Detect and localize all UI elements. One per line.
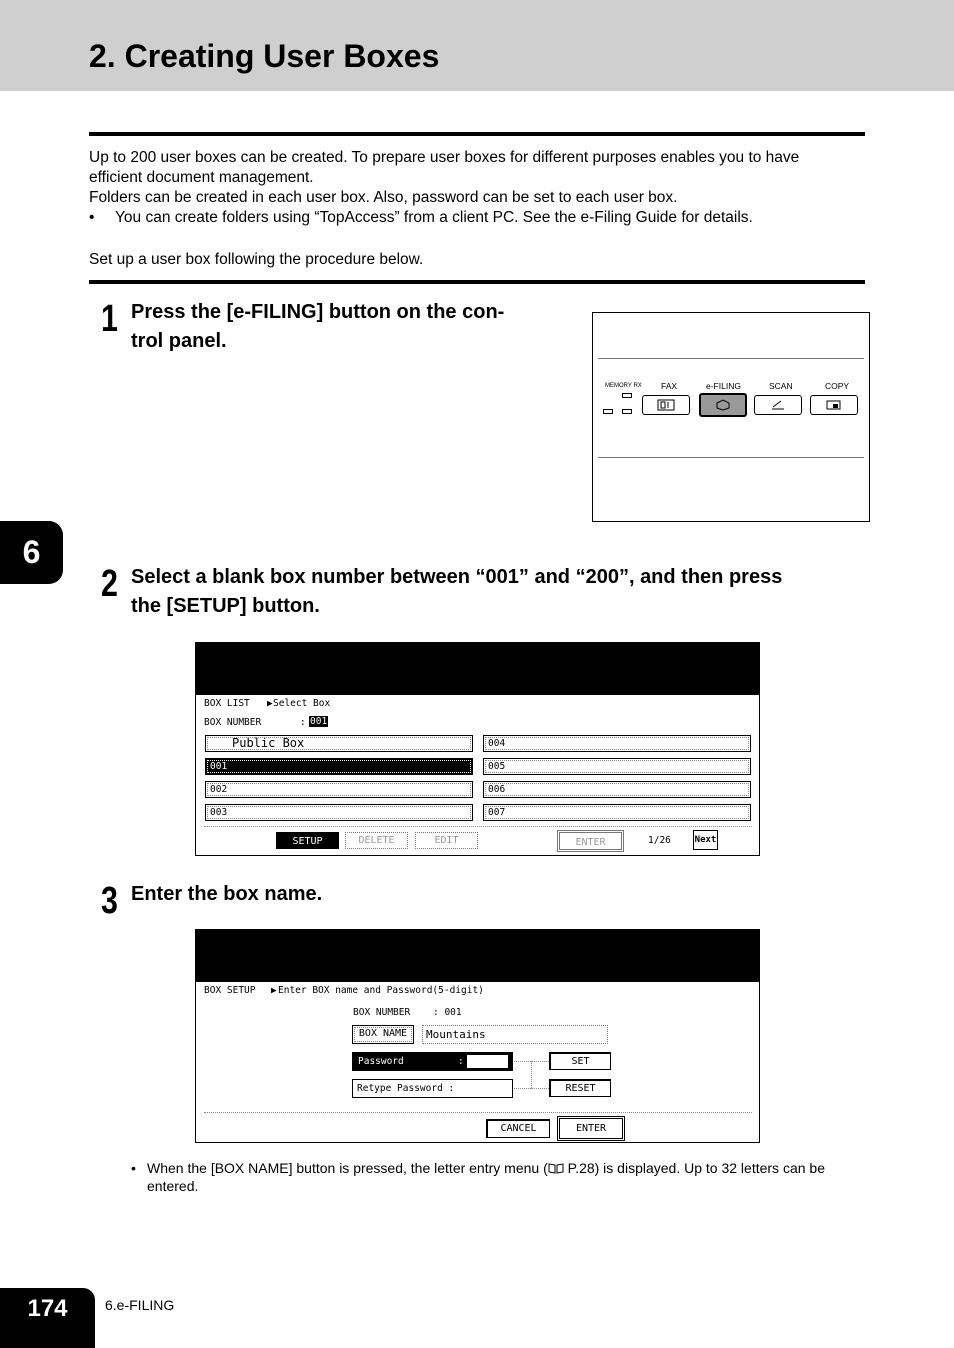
setup-button[interactable]: SETUP xyxy=(276,832,339,849)
panel-divider xyxy=(598,457,864,458)
box-007-button[interactable]: 007 xyxy=(483,804,751,821)
box-name-button[interactable]: BOX NAME xyxy=(352,1025,414,1044)
bullet-dot: • xyxy=(89,209,95,226)
step-line: the [SETUP] button. xyxy=(131,595,320,617)
connector-line xyxy=(514,1088,531,1089)
copy-label: COPY xyxy=(825,381,850,391)
box-setup-screen xyxy=(195,929,760,1143)
chapter-tab: 6 xyxy=(0,521,63,584)
e-filing-button[interactable] xyxy=(699,393,747,417)
edit-button[interactable]: EDIT xyxy=(415,832,478,849)
enter-button[interactable]: ENTER xyxy=(557,830,624,852)
enter-button[interactable]: ENTER xyxy=(557,1116,625,1141)
control-panel-illustration xyxy=(592,312,870,522)
step-line: Press the [e-FILING] button on the con- xyxy=(131,301,505,323)
page-number: 174 xyxy=(0,1288,95,1348)
breadcrumb-label: BOX LIST xyxy=(204,698,250,709)
box-list-screen xyxy=(195,642,760,856)
page-title: 2. Creating User Boxes xyxy=(89,38,440,74)
step-line: Enter the box name. xyxy=(131,883,323,905)
box-name-field[interactable]: Mountains xyxy=(422,1025,608,1044)
scan-icon xyxy=(770,399,786,411)
scan-label: SCAN xyxy=(769,381,793,391)
copy-icon xyxy=(826,399,842,411)
box-number-value: 001 xyxy=(310,716,328,727)
fax-label: FAX xyxy=(661,381,678,391)
connector-line xyxy=(531,1061,532,1088)
intro-text xyxy=(89,148,799,208)
step-number: 1 xyxy=(101,298,118,340)
intro-line: Folders can be created in each user box. Also, password can be set to each user box. xyxy=(89,189,678,206)
delete-button[interactable]: DELETE xyxy=(345,832,408,849)
step-2-text xyxy=(131,563,782,621)
e-filing-label: e-FILING xyxy=(706,381,741,391)
note-text-before: When the [BOX NAME] button is pressed, the letter entry menu ( xyxy=(147,1160,548,1176)
fax-icon xyxy=(657,399,675,411)
connector-line xyxy=(531,1088,549,1089)
note-line-2: entered. xyxy=(147,1178,199,1194)
box-001-button[interactable]: 001 xyxy=(205,758,473,775)
step-3-text xyxy=(131,880,322,909)
next-button[interactable]: Next xyxy=(693,830,718,850)
password-label: Password xyxy=(358,1056,404,1067)
box-number-value: : 001 xyxy=(433,1007,462,1018)
top-rule xyxy=(89,132,865,136)
box-002-button[interactable]: 002 xyxy=(205,781,473,798)
screen-divider xyxy=(204,826,752,827)
page-header xyxy=(0,0,954,91)
memory-rx-led xyxy=(622,393,632,398)
breadcrumb-value: Enter BOX name and Password(5-digit) xyxy=(278,985,484,996)
copy-button[interactable] xyxy=(810,395,858,415)
fax-button[interactable] xyxy=(642,395,690,415)
note-bullet: • xyxy=(131,1160,136,1176)
bullet-text: You can create folders using “TopAccess” from a client PC. See the e-Filing Guide for details. xyxy=(115,209,753,226)
step-number: 3 xyxy=(101,880,118,922)
page-indicator: 1/26 xyxy=(648,835,671,846)
connector-line xyxy=(514,1061,531,1062)
public-box-button[interactable]: Public Box xyxy=(205,735,473,752)
screen-divider xyxy=(204,1112,752,1113)
memory-rx-label: MEMORY RX xyxy=(605,383,642,389)
retype-password-field[interactable]: Retype Password : xyxy=(352,1079,513,1098)
book-icon xyxy=(548,1162,564,1174)
password-input[interactable] xyxy=(467,1055,508,1068)
breadcrumb-arrow-icon: ▶ xyxy=(267,698,273,709)
step-line: trol panel. xyxy=(131,330,227,352)
box-number-label: BOX NUMBER xyxy=(204,717,262,728)
status-led xyxy=(622,409,632,414)
password-sep: : xyxy=(458,1056,464,1067)
note-text-after: P.28) is displayed. Up to 32 letters can be xyxy=(563,1160,825,1176)
breadcrumb-label: BOX SETUP xyxy=(204,985,256,996)
box-003-button[interactable]: 003 xyxy=(205,804,473,821)
intro-line: efficient document management. xyxy=(89,169,314,186)
step-1-text xyxy=(131,298,504,356)
password-field[interactable] xyxy=(352,1052,513,1071)
section-rule xyxy=(89,280,865,284)
set-button[interactable]: SET xyxy=(549,1052,611,1070)
box-006-button[interactable]: 006 xyxy=(483,781,751,798)
box-number-label: BOX NUMBER xyxy=(353,1007,411,1018)
step-number: 2 xyxy=(101,563,118,605)
screen-title-bar xyxy=(196,643,759,695)
breadcrumb-arrow-icon: ▶ xyxy=(271,985,277,996)
footer-section-label: 6.e-FILING xyxy=(105,1297,175,1313)
note-line-1 xyxy=(147,1159,907,1177)
box-005-button[interactable]: 005 xyxy=(483,758,751,775)
e-filing-icon xyxy=(715,399,731,411)
scan-button[interactable] xyxy=(754,395,802,415)
connector-line xyxy=(531,1061,549,1062)
intro-line: Up to 200 user boxes can be created. To prepare user boxes for different purposes enables you to have xyxy=(89,149,800,166)
status-led xyxy=(603,409,613,414)
step-line: Select a blank box number between “001” and “200”, and then press xyxy=(131,566,783,588)
cancel-button[interactable]: CANCEL xyxy=(486,1119,550,1138)
box-number-sep: : xyxy=(300,717,306,728)
setup-line: Set up a user box following the procedure below. xyxy=(89,251,424,268)
screen-title-bar xyxy=(196,930,759,982)
panel-divider xyxy=(598,358,864,359)
breadcrumb-value: Select Box xyxy=(273,698,331,709)
reset-button[interactable]: RESET xyxy=(549,1079,611,1097)
box-004-button[interactable]: 004 xyxy=(483,735,751,752)
